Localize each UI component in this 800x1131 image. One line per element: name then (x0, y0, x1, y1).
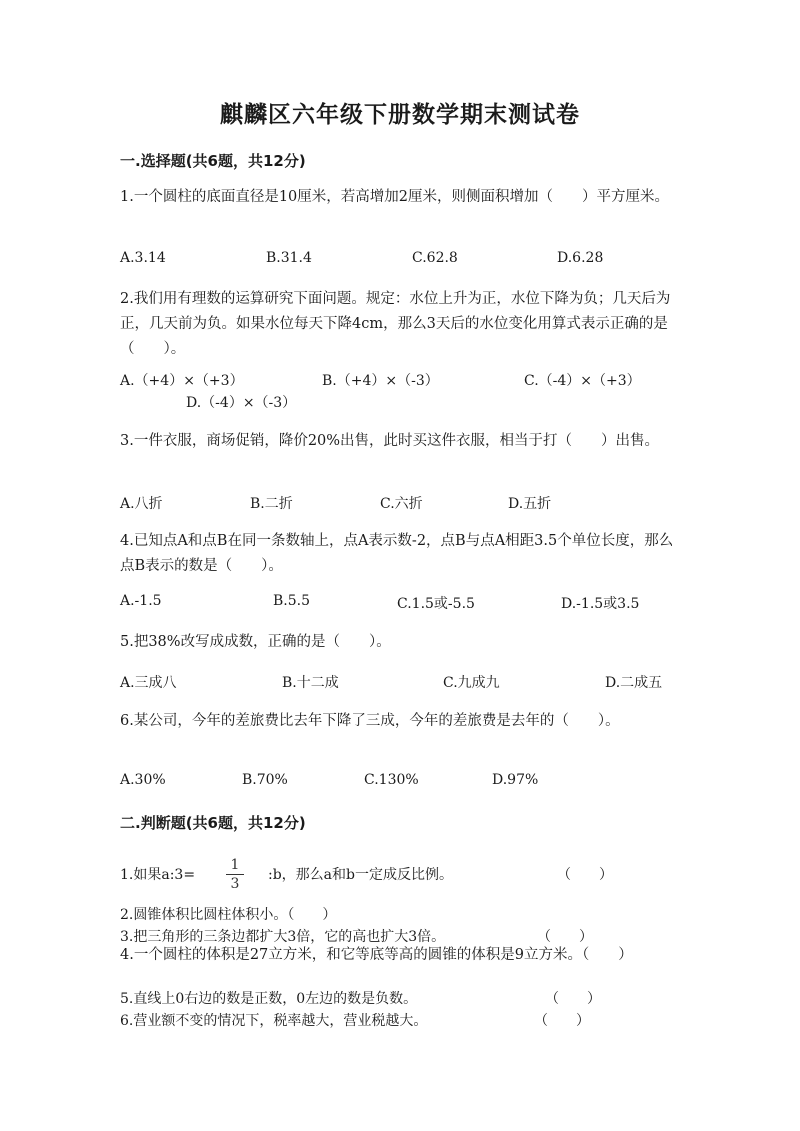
fraction-denominator: 3 (230, 876, 240, 892)
judgment-5: 5.直线上0右边的数是正数，0左边的数是负数。 (120, 991, 418, 1007)
question-6-stem: 6.某公司，今年的差旅费比去年下降了三成，今年的差旅费是去年的（ ）。 (120, 713, 620, 729)
section-heading-choice: 一.选择题(共6题，共12分) (120, 152, 306, 170)
judgment-3-answer-paren[interactable]: （ ） (537, 929, 593, 945)
question-1-option-b[interactable]: B.31.4 (266, 250, 312, 266)
question-6-option-b[interactable]: B.70% (242, 772, 288, 788)
question-6-option-c[interactable]: C.130% (364, 772, 419, 788)
question-4-option-d[interactable]: D.-1.5或3.5 (561, 596, 640, 612)
fraction-bar (226, 874, 244, 875)
question-3-option-d[interactable]: D.五折 (508, 496, 552, 512)
question-4-option-c[interactable]: C.1.5或-5.5 (397, 596, 475, 612)
question-2-option-b[interactable]: B.（+4）×（-3） (322, 373, 439, 389)
question-5-stem: 5.把38%改写成成数，正确的是（ ）。 (120, 634, 391, 650)
fraction-numerator: 1 (230, 857, 240, 873)
question-2-option-d[interactable]: D.（-4）×（-3） (186, 395, 297, 411)
question-2-stem: 2.我们用有理数的运算研究下面问题。规定：水位上升为正，水位下降为负；几天后为正，几天前为负。如果水位每天下降4cm，那么3天后的水位变化用算式表示正确的是（ ）。 (120, 291, 671, 357)
judgment-3: 3.把三角形的三条边都扩大3倍，它的高也扩大3倍。 (120, 929, 446, 945)
judgment-1-prefix: 1.如果a:3= (120, 867, 196, 883)
question-4-stem: 4.已知点A和点B在同一条数轴上，点A表示数-2，点B与点A相距3.5个单位长度，那么点B表示的数是（ ）。 (120, 533, 674, 574)
question-3-stem: 3.一件衣服，商场促销，降价20%出售，此时买这件衣服，相当于打（ ）出售。 (120, 433, 660, 449)
question-6-option-d[interactable]: D.97% (492, 772, 539, 788)
question-1-option-c[interactable]: C.62.8 (412, 250, 458, 266)
judgment-4: 4.一个圆柱的体积是27立方米，和它等底等高的圆锥的体积是9立方米。（ ） (120, 947, 633, 963)
judgment-1-suffix: :b，那么a和b一定成反比例。 (268, 867, 453, 883)
question-2-option-a[interactable]: A.（+4）×（+3） (120, 373, 244, 389)
question-5-option-c[interactable]: C.九成九 (443, 675, 500, 691)
question-3-option-a[interactable]: A.八折 (120, 496, 163, 512)
judgment-1-answer-paren[interactable]: （ ） (557, 867, 613, 883)
question-2-option-c[interactable]: C.（-4）×（+3） (524, 373, 641, 389)
question-3-option-c[interactable]: C.六折 (380, 496, 423, 512)
judgment-2: 2.圆锥体积比圆柱体积小。（ ） (120, 907, 337, 923)
question-5-option-d[interactable]: D.二成五 (605, 675, 663, 691)
judgment-5-answer-paren[interactable]: （ ） (545, 991, 601, 1007)
judgment-6: 6.营业额不变的情况下，税率越大，营业税越大。 (120, 1013, 428, 1029)
question-1-option-a[interactable]: A.3.14 (120, 250, 166, 266)
section-heading-judgment: 二.判断题(共6题，共12分) (120, 814, 306, 832)
page-title: 麒麟区六年级下册数学期末测试卷 (220, 102, 580, 128)
question-5-option-a[interactable]: A.三成八 (120, 675, 177, 691)
question-4-option-a[interactable]: A.-1.5 (120, 593, 162, 609)
question-3-option-b[interactable]: B.二折 (250, 496, 293, 512)
judgment-6-answer-paren[interactable]: （ ） (534, 1013, 590, 1029)
question-4-option-b[interactable]: B.5.5 (273, 593, 311, 609)
question-5-option-b[interactable]: B.十二成 (282, 675, 339, 691)
question-6-option-a[interactable]: A.30% (120, 772, 166, 788)
question-1-stem: 1.一个圆柱的底面直径是10厘米，若高增加2厘米，则侧面积增加（ ）平方厘米。 (120, 189, 670, 205)
fraction-one-third (226, 857, 244, 892)
question-1-option-d[interactable]: D.6.28 (557, 250, 604, 266)
